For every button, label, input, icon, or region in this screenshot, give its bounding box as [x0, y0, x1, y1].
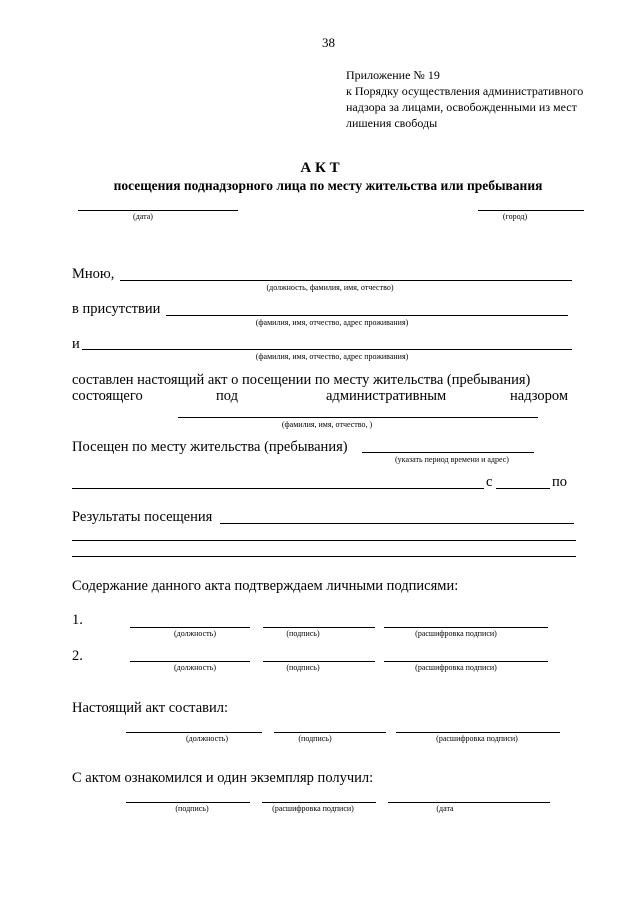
acquainted-decoding-caption: (расшифровка подписи): [272, 804, 354, 813]
act-word-1: состоящего: [72, 388, 143, 404]
acquainted-label: С актом ознакомился и один экземпляр получил:: [72, 770, 374, 786]
by-me-label: Мною,: [72, 266, 115, 282]
act-title: А К Т: [300, 160, 340, 176]
supervised-line: [178, 417, 538, 418]
fio-short-caption: (фамилия, имя, отчество, ): [281, 420, 373, 429]
confirm-1-position-line: [130, 627, 250, 628]
by-me-line: [120, 280, 572, 281]
confirm-1-signature-line: [263, 627, 375, 628]
act-text-line-1: составлен настоящий акт о посещении по месту жительства (пребывания): [72, 372, 531, 388]
date-line: [78, 210, 238, 211]
from-label: с: [486, 474, 493, 490]
in-presence-line: [166, 315, 568, 316]
acquainted-date-caption: (дата: [436, 804, 454, 813]
city-line: [478, 210, 584, 211]
confirm-2-position-line: [130, 661, 250, 662]
composed-position-line: [126, 732, 262, 733]
confirm-2-decoding-line: [384, 661, 548, 662]
act-word-2: под: [216, 388, 238, 404]
acquainted-decoding-line: [262, 802, 376, 803]
page-number: 38: [322, 35, 335, 50]
acquainted-signature-line: [126, 802, 250, 803]
confirm-2-position-caption: (должность): [174, 663, 216, 672]
fio-address-caption-1: (фамилия, имя, отчество, адрес проживания): [255, 318, 409, 327]
in-presence-label: в присутствии: [72, 301, 161, 317]
date-caption: (дата): [133, 212, 153, 221]
confirm-number-2: 2.: [72, 648, 83, 664]
appendix-title: Приложение № 19: [346, 68, 440, 82]
results-line-2: [72, 540, 576, 541]
confirm-2-decoding-caption: (расшифровка подписи): [415, 663, 497, 672]
acquainted-signature-caption: (подпись): [175, 804, 209, 813]
composed-signature-line: [274, 732, 386, 733]
composed-decoding-caption: (расшифровка подписи): [436, 734, 518, 743]
city-caption: (город): [502, 212, 528, 221]
and-label: и: [72, 336, 80, 352]
confirm-1-signature-caption: (подпись): [286, 629, 320, 638]
appendix-line-2: надзора за лицами, освобожденными из мест: [346, 100, 577, 114]
confirm-1-position-caption: (должность): [174, 629, 216, 638]
composed-position-caption: (должность): [186, 734, 228, 743]
results-line-3: [72, 556, 576, 557]
position-fio-caption: (должность, фамилия, имя, отчество): [266, 283, 394, 292]
and-line: [82, 349, 572, 350]
results-label: Результаты посещения: [72, 509, 213, 525]
address-line: [72, 488, 484, 489]
visited-line: [362, 452, 534, 453]
results-line-1: [220, 523, 574, 524]
appendix-line-1: к Порядку осуществления административного: [346, 84, 584, 98]
appendix-line-3: лишения свободы: [346, 116, 438, 130]
fio-address-caption-2: (фамилия, имя, отчество, адрес проживания): [255, 352, 409, 361]
confirm-1-decoding-line: [384, 627, 548, 628]
act-word-3: административным: [326, 388, 447, 404]
composed-signature-caption: (подпись): [298, 734, 332, 743]
composed-label: Настоящий акт составил:: [72, 700, 228, 716]
acquainted-date-line: [388, 802, 550, 803]
period-address-caption: (указать период времени и адрес): [395, 455, 509, 464]
act-subtitle: посещения поднадзорного лица по месту жительства или пребывания: [113, 178, 543, 193]
composed-decoding-line: [396, 732, 560, 733]
act-word-4: надзором: [510, 388, 569, 404]
confirm-1-decoding-caption: (расшифровка подписи): [415, 629, 497, 638]
confirm-2-signature-line: [263, 661, 375, 662]
from-line: [496, 488, 550, 489]
confirm-number-1: 1.: [72, 612, 83, 628]
confirm-2-signature-caption: (подпись): [286, 663, 320, 672]
to-label: по: [552, 474, 568, 490]
confirm-title: Содержание данного акта подтверждаем личными подписями:: [72, 578, 459, 594]
visited-label: Посещен по месту жительства (пребывания): [72, 439, 348, 455]
